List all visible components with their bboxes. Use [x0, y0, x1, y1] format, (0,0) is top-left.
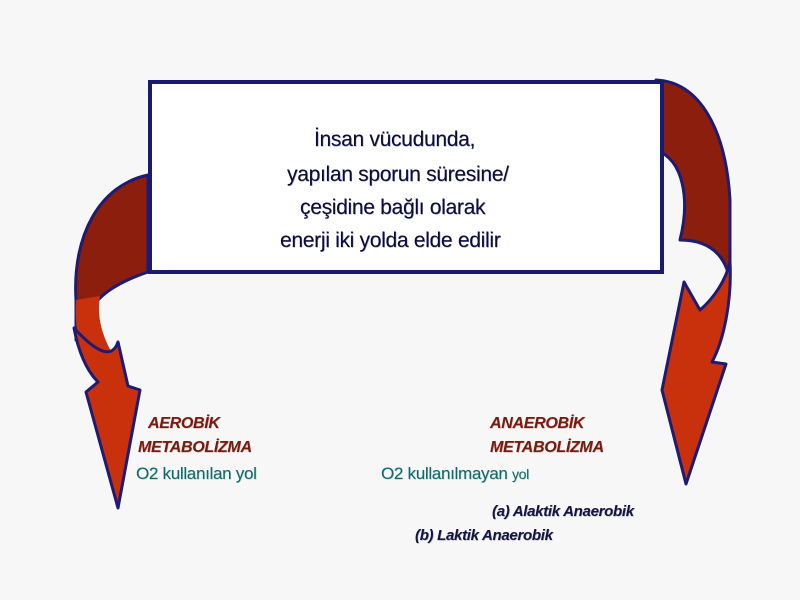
box-line-2: yapılan sporun süresine/ [287, 163, 509, 186]
anaerobic-description-tail: yol [511, 466, 529, 482]
box-line-4: enerji iki yolda elde edilir [280, 229, 501, 252]
anaerobic-description [381, 464, 529, 484]
central-statement-box [148, 80, 664, 274]
aerobic-title-line1: AEROBİK [148, 415, 220, 432]
anaerobic-description-main: O2 kullanılmayan [381, 464, 508, 483]
left-curved-arrow [74, 175, 148, 508]
box-line-1: İnsan vücudunda, [314, 128, 475, 151]
anaerobic-subtype-a: (a) Alaktik Anaerobik [492, 503, 634, 520]
left-arrow-head [74, 328, 140, 508]
right-arrow-head [662, 262, 730, 484]
box-line-3: çeşidine bağlı olarak [300, 196, 486, 219]
aerobic-title-line2: METABOLİZMA [138, 439, 252, 456]
anaerobic-title-line2: METABOLİZMA [490, 439, 604, 456]
anaerobic-title-line1: ANAEROBİK [490, 415, 585, 432]
right-curved-arrow [656, 80, 730, 484]
anaerobic-subtype-b: (b) Laktik Anaerobik [415, 527, 553, 544]
aerobic-description: O2 kullanılan yol [136, 464, 257, 483]
right-arrow-ribbon-dark [656, 80, 730, 280]
